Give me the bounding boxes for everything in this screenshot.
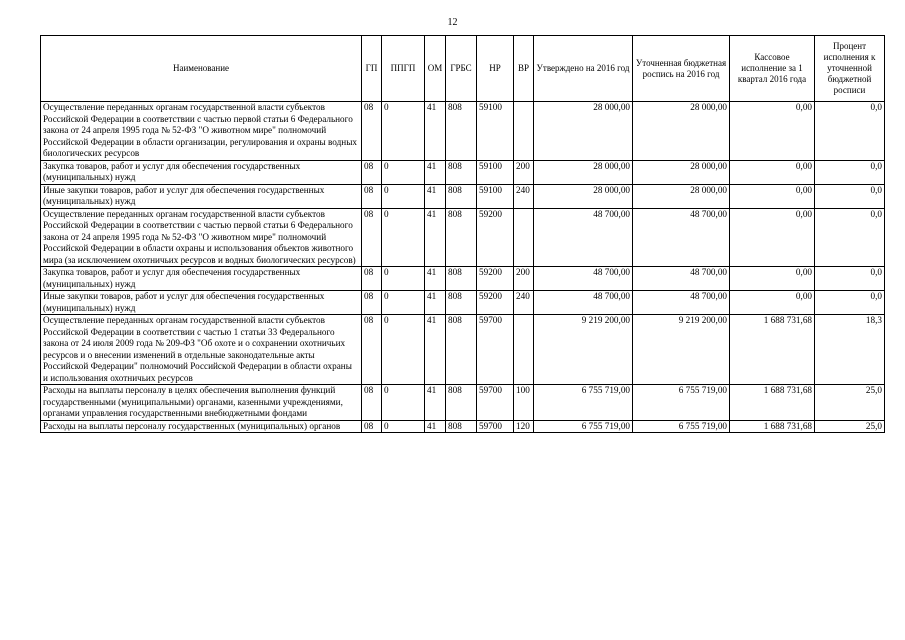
row-name: Иные закупки товаров, работ и услуг для обеспечения государственных (муниципальных) нужд <box>41 184 362 208</box>
header-vr: ВР <box>514 36 534 102</box>
row-om: 41 <box>425 267 446 291</box>
table-row <box>41 267 885 291</box>
row-percent: 18,3 <box>815 315 885 385</box>
row-name: Осуществление переданных органам государственной власти субъектов Российской Федерации в соответствии с частью первой статьи 6 Федерального закона от 24 апреля 1995 года № 52-ФЗ "О животном мире" полномочий Российской Федерации в области организации, регулирования и охраны водных биологических ресурсов <box>41 102 362 161</box>
row-name: Расходы на выплаты персоналу государственных (муниципальных) органов <box>41 420 362 433</box>
row-vr: 120 <box>514 420 534 433</box>
row-vr <box>514 208 534 267</box>
row-gp: 08 <box>362 184 382 208</box>
row-vr: 200 <box>514 267 534 291</box>
row-approved: 6 755 719,00 <box>534 385 633 421</box>
row-vr <box>514 315 534 385</box>
header-grbs: ГРБС <box>446 36 477 102</box>
row-grbs: 808 <box>446 315 477 385</box>
table-row <box>41 208 885 267</box>
row-refined: 48 700,00 <box>633 267 730 291</box>
row-ppgp: 0 <box>382 315 425 385</box>
row-cash: 0,00 <box>730 291 815 315</box>
row-om: 41 <box>425 291 446 315</box>
row-om: 41 <box>425 208 446 267</box>
row-refined: 6 755 719,00 <box>633 385 730 421</box>
row-name: Иные закупки товаров, работ и услуг для обеспечения государственных (муниципальных) нужд <box>41 291 362 315</box>
row-percent: 0,0 <box>815 160 885 184</box>
row-gp: 08 <box>362 315 382 385</box>
row-grbs: 808 <box>446 291 477 315</box>
row-vr: 200 <box>514 160 534 184</box>
row-percent: 0,0 <box>815 291 885 315</box>
row-gp: 08 <box>362 208 382 267</box>
row-grbs: 808 <box>446 385 477 421</box>
row-np: 59100 <box>477 160 514 184</box>
row-ppgp: 0 <box>382 208 425 267</box>
row-ppgp: 0 <box>382 267 425 291</box>
budget-table <box>40 35 885 433</box>
header-percent: Процент исполнения к уточненной бюджетной росписи <box>815 36 885 102</box>
row-ppgp: 0 <box>382 160 425 184</box>
table-header-row <box>41 36 885 102</box>
row-name: Расходы на выплаты персоналу в целях обеспечения выполнения функций государственными (муниципальными) органами, казенными учреждениями, органами управления государственными внебюджетными фондами <box>41 385 362 421</box>
row-vr: 100 <box>514 385 534 421</box>
row-percent: 25,0 <box>815 420 885 433</box>
row-grbs: 808 <box>446 102 477 161</box>
header-om: ОМ <box>425 36 446 102</box>
header-name: Наименование <box>41 36 362 102</box>
row-ppgp: 0 <box>382 102 425 161</box>
header-gp: ГП <box>362 36 382 102</box>
row-om: 41 <box>425 420 446 433</box>
row-ppgp: 0 <box>382 420 425 433</box>
table-row <box>41 420 885 433</box>
row-percent: 25,0 <box>815 385 885 421</box>
row-approved: 48 700,00 <box>534 267 633 291</box>
row-refined: 48 700,00 <box>633 291 730 315</box>
row-cash: 0,00 <box>730 208 815 267</box>
row-gp: 08 <box>362 420 382 433</box>
row-grbs: 808 <box>446 420 477 433</box>
row-name: Закупка товаров, работ и услуг для обеспечения государственных (муниципальных) нужд <box>41 160 362 184</box>
row-gp: 08 <box>362 102 382 161</box>
table-row <box>41 102 885 161</box>
row-grbs: 808 <box>446 267 477 291</box>
row-percent: 0,0 <box>815 208 885 267</box>
row-np: 59200 <box>477 291 514 315</box>
row-np: 59100 <box>477 102 514 161</box>
row-np: 59700 <box>477 315 514 385</box>
row-gp: 08 <box>362 160 382 184</box>
row-vr: 240 <box>514 184 534 208</box>
row-cash: 0,00 <box>730 267 815 291</box>
row-grbs: 808 <box>446 208 477 267</box>
row-refined: 9 219 200,00 <box>633 315 730 385</box>
row-cash: 1 688 731,68 <box>730 315 815 385</box>
row-refined: 28 000,00 <box>633 160 730 184</box>
row-np: 59700 <box>477 385 514 421</box>
row-ppgp: 0 <box>382 184 425 208</box>
row-approved: 48 700,00 <box>534 291 633 315</box>
row-om: 41 <box>425 160 446 184</box>
row-approved: 6 755 719,00 <box>534 420 633 433</box>
row-approved: 9 219 200,00 <box>534 315 633 385</box>
row-approved: 48 700,00 <box>534 208 633 267</box>
row-approved: 28 000,00 <box>534 160 633 184</box>
row-ppgp: 0 <box>382 291 425 315</box>
table-row <box>41 184 885 208</box>
row-grbs: 808 <box>446 160 477 184</box>
row-grbs: 808 <box>446 184 477 208</box>
header-cash: Кассовое исполнение за 1 квартал 2016 года <box>730 36 815 102</box>
row-om: 41 <box>425 315 446 385</box>
row-cash: 0,00 <box>730 102 815 161</box>
row-approved: 28 000,00 <box>534 102 633 161</box>
table-row <box>41 291 885 315</box>
row-vr <box>514 102 534 161</box>
row-cash: 0,00 <box>730 184 815 208</box>
row-percent: 0,0 <box>815 267 885 291</box>
row-np: 59200 <box>477 208 514 267</box>
row-percent: 0,0 <box>815 102 885 161</box>
row-om: 41 <box>425 184 446 208</box>
row-approved: 28 000,00 <box>534 184 633 208</box>
header-np: НР <box>477 36 514 102</box>
row-refined: 6 755 719,00 <box>633 420 730 433</box>
row-cash: 0,00 <box>730 160 815 184</box>
row-ppgp: 0 <box>382 385 425 421</box>
row-name: Осуществление переданных органам государственной власти субъектов Российской Федерации в соответствии с частью первой статьи 6 Федерального закона от 24 апреля 1995 года № 52-ФЗ "О животном мире" полномочий Российской Федерации в области охраны и использования объектов животного мира (за исключением охотничьих ресурсов и водных биологических ресурсов) <box>41 208 362 267</box>
row-name: Закупка товаров, работ и услуг для обеспечения государственных (муниципальных) нужд <box>41 267 362 291</box>
table-row <box>41 315 885 385</box>
row-np: 59700 <box>477 420 514 433</box>
row-name: Осуществление переданных органам государственной власти субъектов Российской Федерации в соответствии с частью 1 статьи 33 Федерального закона от 24 июля 2009 года № 209-ФЗ "Об охоте и о сохранении охотничьих ресурсов и о внесении изменений в отдельные законодательные акты Российской Федерации" полномочий Российской Федерации в области охраны и использования охотничьих ресурсов <box>41 315 362 385</box>
row-np: 59100 <box>477 184 514 208</box>
table-row <box>41 385 885 421</box>
row-om: 41 <box>425 385 446 421</box>
row-gp: 08 <box>362 267 382 291</box>
row-cash: 1 688 731,68 <box>730 420 815 433</box>
page-number: 12 <box>447 17 458 28</box>
header-approved: Утверждено на 2016 год <box>534 36 633 102</box>
row-np: 59200 <box>477 267 514 291</box>
row-vr: 240 <box>514 291 534 315</box>
row-percent: 0,0 <box>815 184 885 208</box>
row-refined: 28 000,00 <box>633 102 730 161</box>
row-refined: 48 700,00 <box>633 208 730 267</box>
row-cash: 1 688 731,68 <box>730 385 815 421</box>
row-gp: 08 <box>362 291 382 315</box>
header-ppgp: ППГП <box>382 36 425 102</box>
row-gp: 08 <box>362 385 382 421</box>
header-refined: Уточненная бюджетная роспись на 2016 год <box>633 36 730 102</box>
row-om: 41 <box>425 102 446 161</box>
row-refined: 28 000,00 <box>633 184 730 208</box>
table-row <box>41 160 885 184</box>
